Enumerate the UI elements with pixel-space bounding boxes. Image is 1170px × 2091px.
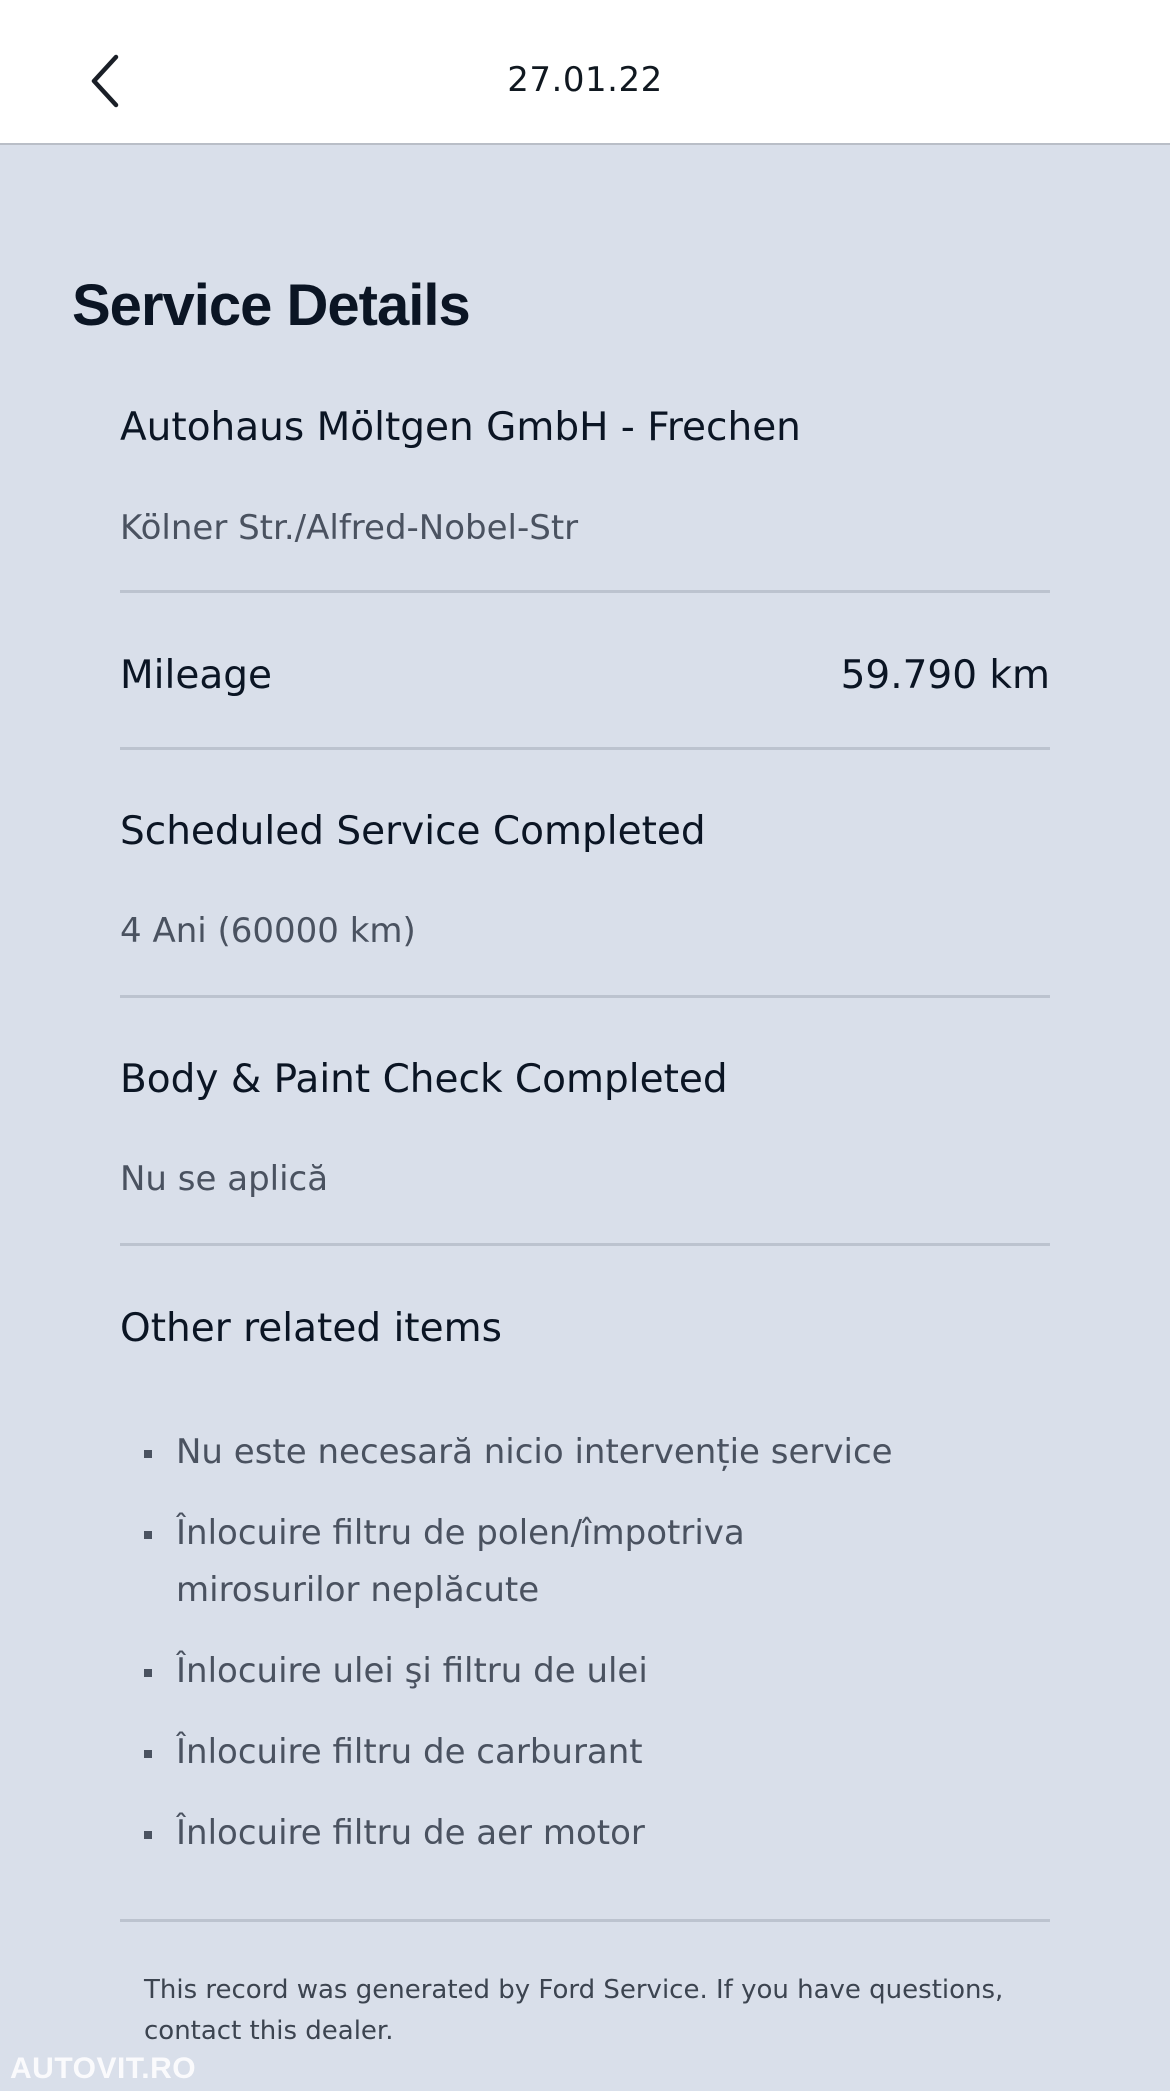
list-item <box>120 1505 900 1619</box>
bullet-icon <box>144 1450 152 1458</box>
list-item-text: Nu este necesară nicio intervenție service <box>176 1432 893 1472</box>
divider <box>120 995 1050 998</box>
top-bar <box>0 0 1170 145</box>
scheduled-service-label: Scheduled Service Completed <box>120 809 706 854</box>
mileage-row <box>120 653 1050 698</box>
dealer-name: Autohaus Möltgen GmbH - Frechen <box>120 405 801 450</box>
footnote: This record was generated by Ford Service. If you have questions, contact this dealer. <box>144 1975 1004 2046</box>
divider <box>120 1243 1050 1246</box>
body-paint-value: Nu se aplică <box>120 1159 329 1199</box>
dealer-address: Kölner Str./Alfred-Nobel-Str <box>120 508 579 548</box>
list-item-text: Înlocuire filtru de aer motor <box>176 1813 645 1853</box>
list-item <box>120 1805 900 1862</box>
other-items-label: Other related items <box>120 1306 502 1351</box>
page-title: Service Details <box>72 273 470 338</box>
list-item-text: Înlocuire filtru de polen/împotriva mirosurilor neplăcute <box>176 1513 745 1610</box>
list-item <box>120 1643 900 1700</box>
header-date: 27.01.22 <box>507 60 663 100</box>
list-item-text: Înlocuire filtru de carburant <box>176 1732 643 1772</box>
divider <box>120 747 1050 750</box>
mileage-value: 59.790 km <box>840 653 1050 698</box>
divider <box>120 590 1050 593</box>
watermark: AUTOVIT.RO <box>10 2052 197 2085</box>
mileage-label: Mileage <box>120 653 272 698</box>
bullet-icon <box>144 1669 152 1677</box>
bullet-icon <box>144 1750 152 1758</box>
bullet-icon <box>144 1531 152 1539</box>
scheduled-service-value: 4 Ani (60000 km) <box>120 911 416 951</box>
divider <box>120 1919 1050 1922</box>
other-items-list <box>120 1424 1050 1886</box>
list-item <box>120 1724 900 1781</box>
list-item <box>120 1424 900 1481</box>
body-paint-label: Body & Paint Check Completed <box>120 1057 728 1102</box>
bullet-icon <box>144 1831 152 1839</box>
list-item-text: Înlocuire ulei şi filtru de ulei <box>176 1651 648 1691</box>
